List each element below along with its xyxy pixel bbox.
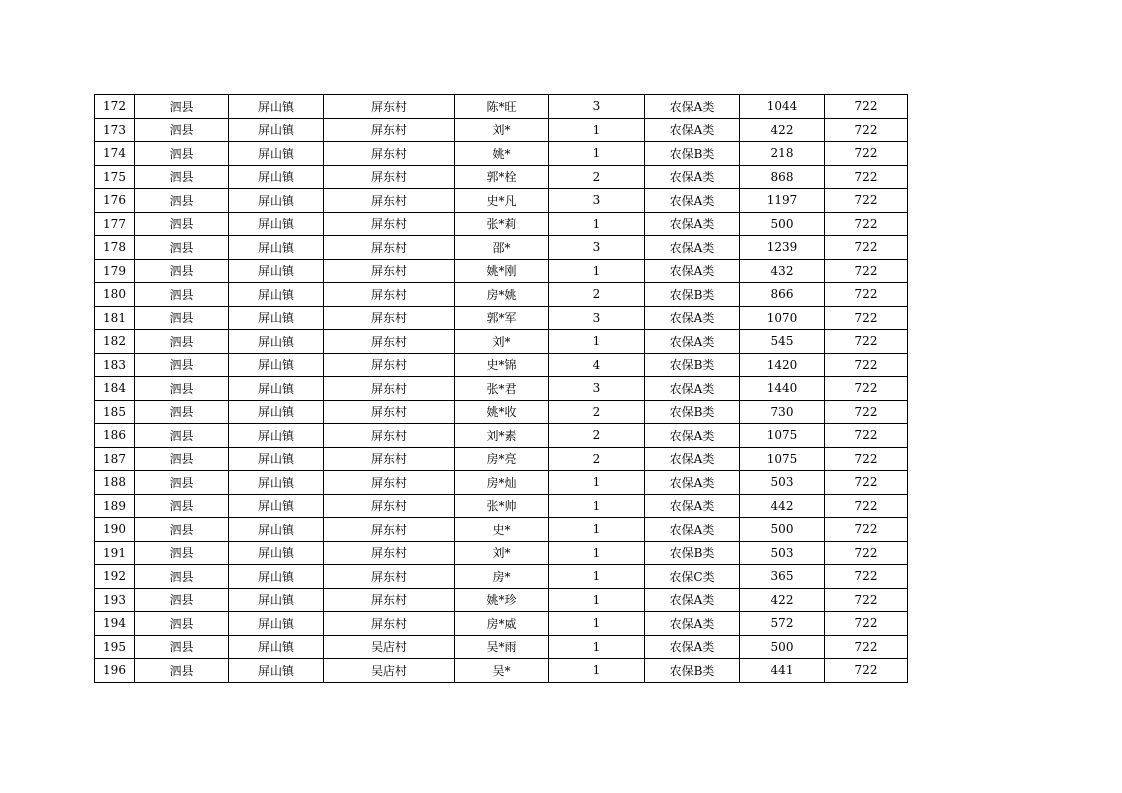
- table-row: [95, 565, 908, 589]
- standard-cell: 722: [825, 165, 908, 189]
- category-cell: 农保A类: [645, 212, 740, 236]
- household-size-cell: 3: [549, 377, 645, 401]
- amount-cell: 730: [740, 400, 825, 424]
- category-cell: 农保A类: [645, 377, 740, 401]
- name-cell: 房*: [455, 565, 549, 589]
- name-cell: 刘*: [455, 118, 549, 142]
- name-cell: 房*威: [455, 612, 549, 636]
- row-number-cell: 180: [95, 283, 135, 307]
- category-cell: 农保A类: [645, 612, 740, 636]
- table-row: [95, 635, 908, 659]
- category-cell: 农保A类: [645, 306, 740, 330]
- table-row: [95, 142, 908, 166]
- category-cell: 农保A类: [645, 494, 740, 518]
- standard-cell: 722: [825, 424, 908, 448]
- category-cell: 农保A类: [645, 95, 740, 119]
- table-row: [95, 612, 908, 636]
- name-cell: 刘*: [455, 541, 549, 565]
- category-cell: 农保A类: [645, 330, 740, 354]
- category-cell: 农保A类: [645, 447, 740, 471]
- name-cell: 郭*栓: [455, 165, 549, 189]
- category-cell: 农保B类: [645, 283, 740, 307]
- town-cell: 屏山镇: [229, 518, 324, 542]
- standard-cell: 722: [825, 635, 908, 659]
- amount-cell: 1075: [740, 424, 825, 448]
- county-cell: 泗县: [135, 212, 229, 236]
- town-cell: 屏山镇: [229, 471, 324, 495]
- village-cell: 屏东村: [324, 447, 455, 471]
- name-cell: 邵*: [455, 236, 549, 260]
- data-table: [94, 94, 908, 683]
- row-number-cell: 185: [95, 400, 135, 424]
- category-cell: 农保C类: [645, 565, 740, 589]
- row-number-cell: 188: [95, 471, 135, 495]
- amount-cell: 1044: [740, 95, 825, 119]
- standard-cell: 722: [825, 588, 908, 612]
- row-number-cell: 187: [95, 447, 135, 471]
- name-cell: 房*姚: [455, 283, 549, 307]
- town-cell: 屏山镇: [229, 353, 324, 377]
- row-number-cell: 195: [95, 635, 135, 659]
- town-cell: 屏山镇: [229, 447, 324, 471]
- town-cell: 屏山镇: [229, 306, 324, 330]
- village-cell: 吴店村: [324, 659, 455, 683]
- category-cell: 农保A类: [645, 118, 740, 142]
- household-size-cell: 2: [549, 400, 645, 424]
- amount-cell: 500: [740, 635, 825, 659]
- amount-cell: 441: [740, 659, 825, 683]
- county-cell: 泗县: [135, 471, 229, 495]
- town-cell: 屏山镇: [229, 189, 324, 213]
- category-cell: 农保B类: [645, 142, 740, 166]
- row-number-cell: 190: [95, 518, 135, 542]
- village-cell: 屏东村: [324, 471, 455, 495]
- county-cell: 泗县: [135, 565, 229, 589]
- village-cell: 屏东村: [324, 189, 455, 213]
- village-cell: 屏东村: [324, 236, 455, 260]
- town-cell: 屏山镇: [229, 424, 324, 448]
- household-size-cell: 4: [549, 353, 645, 377]
- household-size-cell: 1: [549, 142, 645, 166]
- amount-cell: 868: [740, 165, 825, 189]
- village-cell: 屏东村: [324, 142, 455, 166]
- standard-cell: 722: [825, 565, 908, 589]
- table-row: [95, 118, 908, 142]
- town-cell: 屏山镇: [229, 541, 324, 565]
- table-row: [95, 400, 908, 424]
- standard-cell: 722: [825, 400, 908, 424]
- table-row: [95, 471, 908, 495]
- standard-cell: 722: [825, 212, 908, 236]
- village-cell: 屏东村: [324, 306, 455, 330]
- standard-cell: 722: [825, 118, 908, 142]
- table-row: [95, 659, 908, 683]
- table-row: [95, 541, 908, 565]
- table-row: [95, 212, 908, 236]
- village-cell: 屏东村: [324, 165, 455, 189]
- amount-cell: 1070: [740, 306, 825, 330]
- standard-cell: 722: [825, 471, 908, 495]
- table-row: [95, 588, 908, 612]
- category-cell: 农保A类: [645, 236, 740, 260]
- household-size-cell: 1: [549, 330, 645, 354]
- standard-cell: 722: [825, 494, 908, 518]
- town-cell: 屏山镇: [229, 259, 324, 283]
- name-cell: 张*莉: [455, 212, 549, 236]
- household-size-cell: 2: [549, 424, 645, 448]
- town-cell: 屏山镇: [229, 212, 324, 236]
- county-cell: 泗县: [135, 165, 229, 189]
- town-cell: 屏山镇: [229, 612, 324, 636]
- category-cell: 农保B类: [645, 400, 740, 424]
- row-number-cell: 172: [95, 95, 135, 119]
- county-cell: 泗县: [135, 447, 229, 471]
- standard-cell: 722: [825, 447, 908, 471]
- village-cell: 屏东村: [324, 353, 455, 377]
- county-cell: 泗县: [135, 400, 229, 424]
- amount-cell: 1440: [740, 377, 825, 401]
- county-cell: 泗县: [135, 306, 229, 330]
- standard-cell: 722: [825, 353, 908, 377]
- county-cell: 泗县: [135, 377, 229, 401]
- household-size-cell: 1: [549, 588, 645, 612]
- table-row: [95, 306, 908, 330]
- village-cell: 屏东村: [324, 588, 455, 612]
- category-cell: 农保A类: [645, 165, 740, 189]
- table-row: [95, 259, 908, 283]
- category-cell: 农保A类: [645, 518, 740, 542]
- town-cell: 屏山镇: [229, 494, 324, 518]
- household-size-cell: 3: [549, 306, 645, 330]
- name-cell: 房*灿: [455, 471, 549, 495]
- name-cell: 史*凡: [455, 189, 549, 213]
- amount-cell: 503: [740, 471, 825, 495]
- category-cell: 农保A类: [645, 189, 740, 213]
- standard-cell: 722: [825, 259, 908, 283]
- name-cell: 郭*军: [455, 306, 549, 330]
- standard-cell: 722: [825, 142, 908, 166]
- name-cell: 吴*雨: [455, 635, 549, 659]
- amount-cell: 218: [740, 142, 825, 166]
- town-cell: 屏山镇: [229, 565, 324, 589]
- row-number-cell: 192: [95, 565, 135, 589]
- town-cell: 屏山镇: [229, 588, 324, 612]
- standard-cell: 722: [825, 377, 908, 401]
- amount-cell: 500: [740, 212, 825, 236]
- county-cell: 泗县: [135, 236, 229, 260]
- town-cell: 屏山镇: [229, 236, 324, 260]
- standard-cell: 722: [825, 330, 908, 354]
- standard-cell: 722: [825, 306, 908, 330]
- name-cell: 张*君: [455, 377, 549, 401]
- standard-cell: 722: [825, 283, 908, 307]
- name-cell: 刘*: [455, 330, 549, 354]
- household-size-cell: 1: [549, 118, 645, 142]
- town-cell: 屏山镇: [229, 142, 324, 166]
- standard-cell: 722: [825, 236, 908, 260]
- village-cell: 屏东村: [324, 565, 455, 589]
- county-cell: 泗县: [135, 118, 229, 142]
- village-cell: 屏东村: [324, 612, 455, 636]
- name-cell: 姚*刚: [455, 259, 549, 283]
- village-cell: 屏东村: [324, 283, 455, 307]
- category-cell: 农保B类: [645, 659, 740, 683]
- village-cell: 屏东村: [324, 541, 455, 565]
- table-row: [95, 494, 908, 518]
- county-cell: 泗县: [135, 635, 229, 659]
- row-number-cell: 179: [95, 259, 135, 283]
- category-cell: 农保B类: [645, 353, 740, 377]
- household-size-cell: 1: [549, 565, 645, 589]
- name-cell: 史*: [455, 518, 549, 542]
- name-cell: 张*帅: [455, 494, 549, 518]
- amount-cell: 422: [740, 118, 825, 142]
- village-cell: 屏东村: [324, 212, 455, 236]
- household-size-cell: 3: [549, 236, 645, 260]
- town-cell: 屏山镇: [229, 377, 324, 401]
- row-number-cell: 181: [95, 306, 135, 330]
- county-cell: 泗县: [135, 353, 229, 377]
- row-number-cell: 196: [95, 659, 135, 683]
- table-body: [95, 95, 908, 683]
- village-cell: 屏东村: [324, 95, 455, 119]
- amount-cell: 442: [740, 494, 825, 518]
- table-row: [95, 353, 908, 377]
- row-number-cell: 191: [95, 541, 135, 565]
- table-row: [95, 189, 908, 213]
- county-cell: 泗县: [135, 95, 229, 119]
- amount-cell: 432: [740, 259, 825, 283]
- name-cell: 史*锦: [455, 353, 549, 377]
- village-cell: 屏东村: [324, 330, 455, 354]
- table-row: [95, 283, 908, 307]
- household-size-cell: 1: [549, 212, 645, 236]
- county-cell: 泗县: [135, 330, 229, 354]
- village-cell: 屏东村: [324, 494, 455, 518]
- amount-cell: 572: [740, 612, 825, 636]
- village-cell: 屏东村: [324, 400, 455, 424]
- row-number-cell: 175: [95, 165, 135, 189]
- row-number-cell: 183: [95, 353, 135, 377]
- standard-cell: 722: [825, 95, 908, 119]
- household-size-cell: 2: [549, 283, 645, 307]
- county-cell: 泗县: [135, 612, 229, 636]
- category-cell: 农保A类: [645, 471, 740, 495]
- village-cell: 屏东村: [324, 377, 455, 401]
- name-cell: 姚*珍: [455, 588, 549, 612]
- table-row: [95, 447, 908, 471]
- row-number-cell: 189: [95, 494, 135, 518]
- table-row: [95, 165, 908, 189]
- amount-cell: 545: [740, 330, 825, 354]
- standard-cell: 722: [825, 541, 908, 565]
- table-row: [95, 518, 908, 542]
- household-size-cell: 2: [549, 165, 645, 189]
- county-cell: 泗县: [135, 541, 229, 565]
- village-cell: 屏东村: [324, 518, 455, 542]
- county-cell: 泗县: [135, 424, 229, 448]
- name-cell: 房*亮: [455, 447, 549, 471]
- village-cell: 吴店村: [324, 635, 455, 659]
- household-size-cell: 1: [549, 471, 645, 495]
- county-cell: 泗县: [135, 588, 229, 612]
- county-cell: 泗县: [135, 283, 229, 307]
- row-number-cell: 193: [95, 588, 135, 612]
- town-cell: 屏山镇: [229, 118, 324, 142]
- household-size-cell: 1: [549, 259, 645, 283]
- amount-cell: 1239: [740, 236, 825, 260]
- category-cell: 农保A类: [645, 588, 740, 612]
- standard-cell: 722: [825, 189, 908, 213]
- standard-cell: 722: [825, 612, 908, 636]
- row-number-cell: 178: [95, 236, 135, 260]
- village-cell: 屏东村: [324, 424, 455, 448]
- row-number-cell: 177: [95, 212, 135, 236]
- village-cell: 屏东村: [324, 118, 455, 142]
- household-size-cell: 1: [549, 518, 645, 542]
- town-cell: 屏山镇: [229, 95, 324, 119]
- amount-cell: 1075: [740, 447, 825, 471]
- household-size-cell: 1: [549, 659, 645, 683]
- amount-cell: 866: [740, 283, 825, 307]
- standard-cell: 722: [825, 518, 908, 542]
- table-row: [95, 377, 908, 401]
- household-size-cell: 3: [549, 189, 645, 213]
- category-cell: 农保A类: [645, 259, 740, 283]
- county-cell: 泗县: [135, 142, 229, 166]
- amount-cell: 503: [740, 541, 825, 565]
- name-cell: 姚*: [455, 142, 549, 166]
- row-number-cell: 182: [95, 330, 135, 354]
- table-row: [95, 95, 908, 119]
- household-size-cell: 1: [549, 612, 645, 636]
- county-cell: 泗县: [135, 659, 229, 683]
- standard-cell: 722: [825, 659, 908, 683]
- town-cell: 屏山镇: [229, 400, 324, 424]
- row-number-cell: 184: [95, 377, 135, 401]
- name-cell: 姚*收: [455, 400, 549, 424]
- category-cell: 农保A类: [645, 635, 740, 659]
- row-number-cell: 194: [95, 612, 135, 636]
- town-cell: 屏山镇: [229, 283, 324, 307]
- county-cell: 泗县: [135, 189, 229, 213]
- category-cell: 农保B类: [645, 541, 740, 565]
- table-row: [95, 330, 908, 354]
- county-cell: 泗县: [135, 494, 229, 518]
- county-cell: 泗县: [135, 518, 229, 542]
- town-cell: 屏山镇: [229, 330, 324, 354]
- amount-cell: 1197: [740, 189, 825, 213]
- household-size-cell: 1: [549, 494, 645, 518]
- household-size-cell: 1: [549, 635, 645, 659]
- county-cell: 泗县: [135, 259, 229, 283]
- row-number-cell: 176: [95, 189, 135, 213]
- village-cell: 屏东村: [324, 259, 455, 283]
- household-size-cell: 3: [549, 95, 645, 119]
- town-cell: 屏山镇: [229, 635, 324, 659]
- row-number-cell: 186: [95, 424, 135, 448]
- town-cell: 屏山镇: [229, 659, 324, 683]
- household-size-cell: 1: [549, 541, 645, 565]
- household-size-cell: 2: [549, 447, 645, 471]
- amount-cell: 365: [740, 565, 825, 589]
- row-number-cell: 173: [95, 118, 135, 142]
- name-cell: 陈*旺: [455, 95, 549, 119]
- name-cell: 刘*素: [455, 424, 549, 448]
- town-cell: 屏山镇: [229, 165, 324, 189]
- amount-cell: 422: [740, 588, 825, 612]
- table-row: [95, 236, 908, 260]
- table-row: [95, 424, 908, 448]
- category-cell: 农保A类: [645, 424, 740, 448]
- name-cell: 吴*: [455, 659, 549, 683]
- amount-cell: 1420: [740, 353, 825, 377]
- amount-cell: 500: [740, 518, 825, 542]
- row-number-cell: 174: [95, 142, 135, 166]
